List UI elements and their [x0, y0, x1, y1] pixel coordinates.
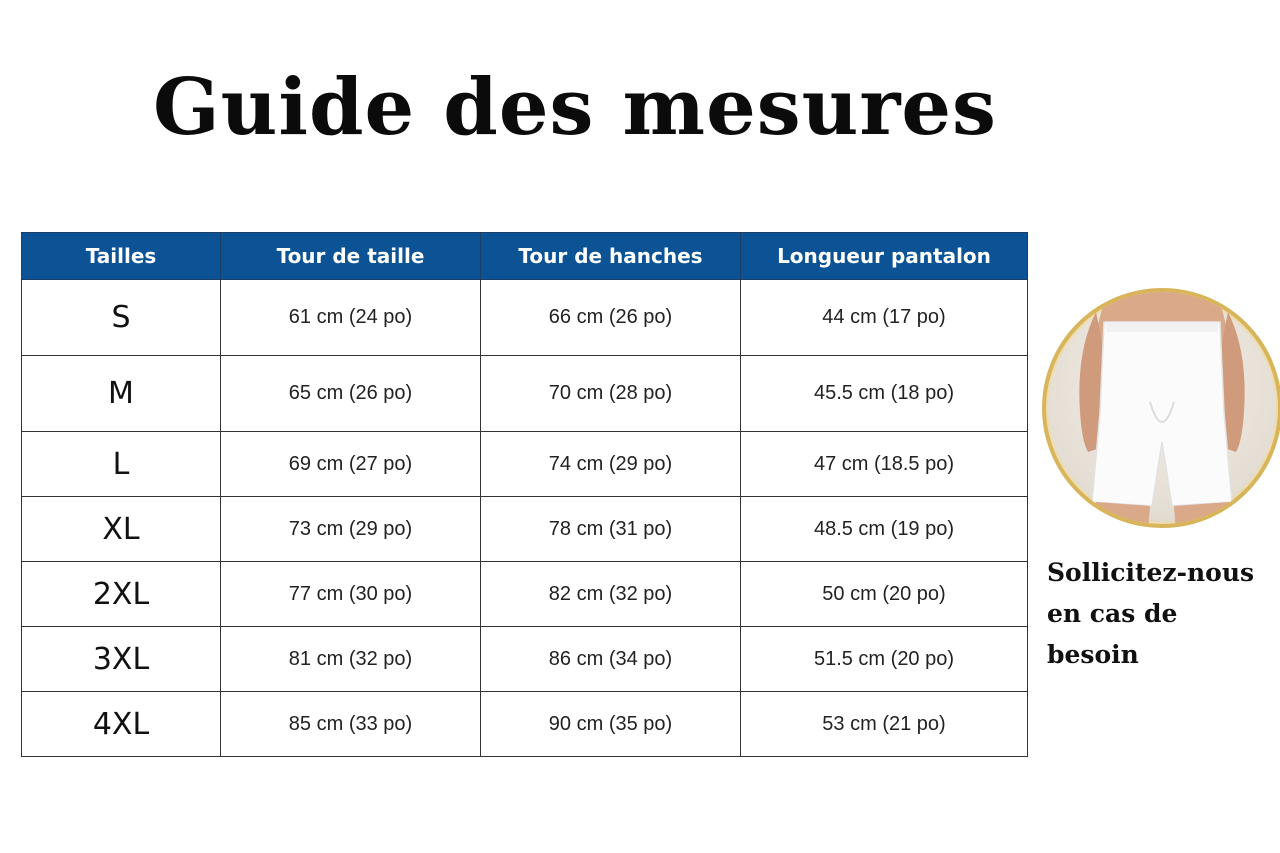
table-row	[22, 356, 1028, 432]
product-photo	[1042, 288, 1280, 528]
table-row	[22, 627, 1028, 692]
size-cell: M	[22, 356, 221, 432]
table-header-row	[22, 233, 1028, 280]
hips-cell: 78 cm (31 po)	[481, 497, 741, 562]
size-cell: L	[22, 432, 221, 497]
length-cell: 51.5 cm (20 po)	[741, 627, 1028, 692]
help-text-line-2: en cas de besoin	[1047, 599, 1178, 669]
hips-cell: 74 cm (29 po)	[481, 432, 741, 497]
size-cell: 3XL	[22, 627, 221, 692]
size-chart-table	[21, 232, 1028, 757]
shapewear-illustration	[1046, 292, 1278, 524]
table-row	[22, 280, 1028, 356]
waist-cell: 69 cm (27 po)	[221, 432, 481, 497]
help-text	[1047, 552, 1277, 675]
table-row	[22, 432, 1028, 497]
size-cell: XL	[22, 497, 221, 562]
length-cell: 50 cm (20 po)	[741, 562, 1028, 627]
hips-cell: 66 cm (26 po)	[481, 280, 741, 356]
length-cell: 47 cm (18.5 po)	[741, 432, 1028, 497]
length-cell: 53 cm (21 po)	[741, 692, 1028, 757]
header-tour-de-taille: Tour de taille	[221, 233, 481, 280]
hips-cell: 90 cm (35 po)	[481, 692, 741, 757]
waist-cell: 65 cm (26 po)	[221, 356, 481, 432]
size-cell: 2XL	[22, 562, 221, 627]
waist-cell: 61 cm (24 po)	[221, 280, 481, 356]
hips-cell: 86 cm (34 po)	[481, 627, 741, 692]
length-cell: 48.5 cm (19 po)	[741, 497, 1028, 562]
waist-cell: 73 cm (29 po)	[221, 497, 481, 562]
length-cell: 44 cm (17 po)	[741, 280, 1028, 356]
waist-cell: 81 cm (32 po)	[221, 627, 481, 692]
hips-cell: 70 cm (28 po)	[481, 356, 741, 432]
table-row	[22, 562, 1028, 627]
table-row	[22, 692, 1028, 757]
header-tour-de-hanches: Tour de hanches	[481, 233, 741, 280]
size-cell: S	[22, 280, 221, 356]
waist-cell: 85 cm (33 po)	[221, 692, 481, 757]
length-cell: 45.5 cm (18 po)	[741, 356, 1028, 432]
page-title: Guide des mesures	[153, 62, 997, 153]
table-row	[22, 497, 1028, 562]
waist-cell: 77 cm (30 po)	[221, 562, 481, 627]
header-tailles: Tailles	[22, 233, 221, 280]
header-longueur-pantalon: Longueur pantalon	[741, 233, 1028, 280]
size-cell: 4XL	[22, 692, 221, 757]
hips-cell: 82 cm (32 po)	[481, 562, 741, 627]
help-text-line-1: Sollicitez-nous	[1047, 558, 1255, 587]
